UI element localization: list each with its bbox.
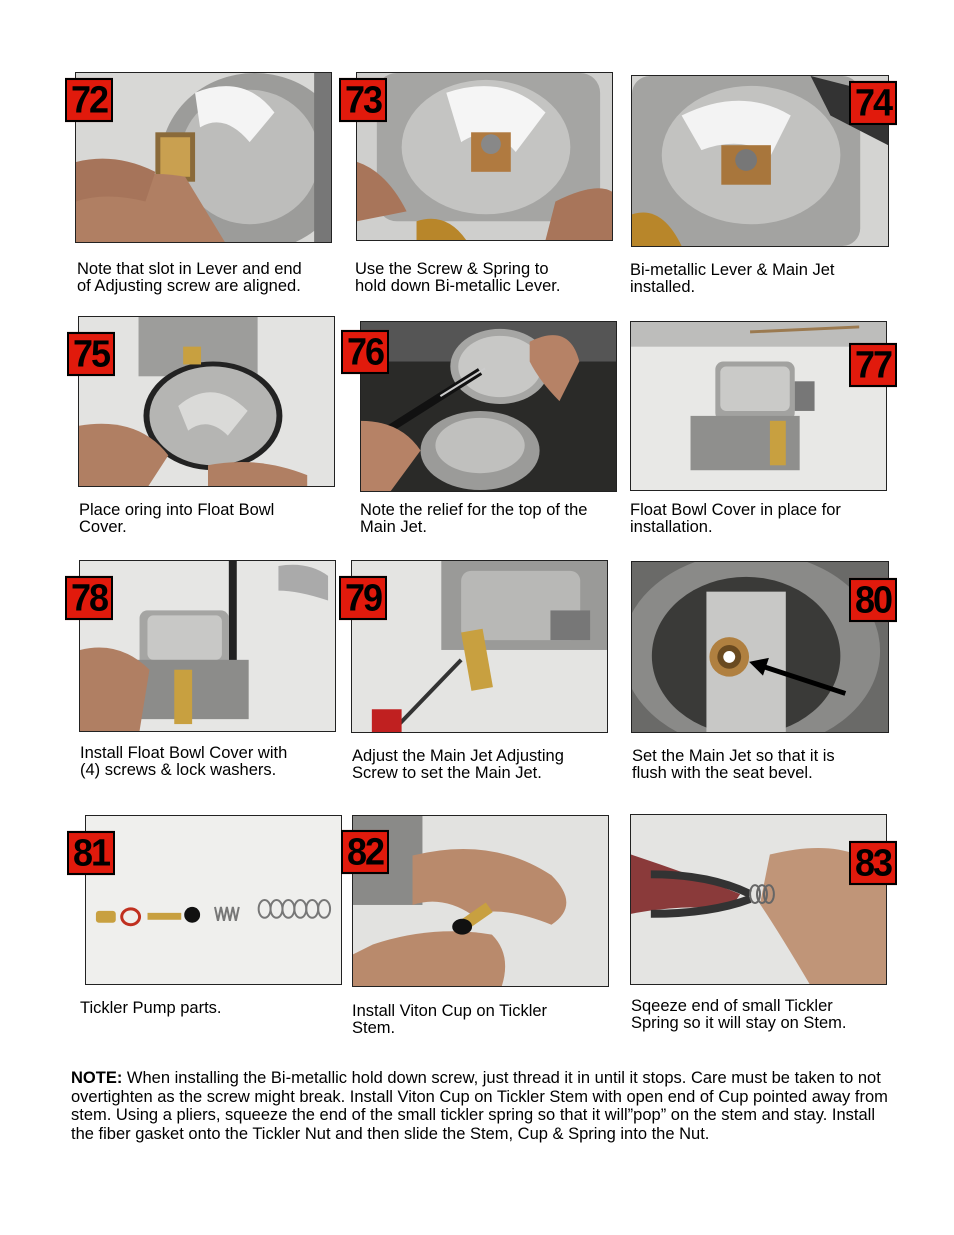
step-72-photo bbox=[75, 72, 332, 243]
step-80-caption: Set the Main Jet so that it is flush with the seat bevel. bbox=[632, 747, 835, 782]
step-78-caption: Install Float Bowl Cover with (4) screws & lock washers. bbox=[80, 744, 288, 779]
step-74-caption: Bi-metallic Lever & Main Jet installed. bbox=[630, 261, 835, 296]
step-75-photo bbox=[78, 316, 335, 487]
step-72-badge: 72 bbox=[65, 78, 113, 122]
step-83-caption: Sqeeze end of small Tickler Spring so it will stay on Stem. bbox=[631, 997, 847, 1032]
note-text: When installing the Bi-metallic hold down screw, just thread it in until it stops. Care must be taken to not overtighten as the screw might break. Install Viton Cup on Tickler Stem with open end of Cup pointed away from stem. Using a pliers, squeeze the end of the small tickler spring so that it will”pop” on the stem and stay. Install the fiber gasket onto the Tickler Nut and then slide the Stem, Cup & Spring into the Nut. bbox=[71, 1069, 888, 1143]
step-72-caption: Note that slot in Lever and end of Adjusting screw are aligned. bbox=[77, 260, 302, 295]
step-73-caption: Use the Screw & Spring to hold down Bi-metallic Lever. bbox=[355, 260, 561, 295]
step-76-caption: Note the relief for the top of the Main Jet. bbox=[360, 501, 588, 536]
step-75-badge: 75 bbox=[67, 332, 115, 376]
installation-note bbox=[71, 1069, 891, 1143]
note-label: NOTE: bbox=[71, 1069, 123, 1087]
step-81-caption: Tickler Pump parts. bbox=[80, 999, 222, 1017]
step-82-caption: Install Viton Cup on Tickler Stem. bbox=[352, 1002, 548, 1037]
step-75-caption: Place oring into Float Bowl Cover. bbox=[79, 501, 275, 536]
step-73-badge: 73 bbox=[339, 78, 387, 122]
step-77-badge: 77 bbox=[849, 343, 897, 387]
step-73-photo bbox=[356, 72, 613, 241]
step-74-badge: 74 bbox=[849, 81, 897, 125]
step-79-caption: Adjust the Main Jet Adjusting Screw to set the Main Jet. bbox=[352, 747, 564, 782]
step-78-badge: 78 bbox=[65, 576, 113, 620]
step-78-photo bbox=[79, 560, 336, 732]
step-83-photo bbox=[630, 814, 887, 985]
step-82-badge: 82 bbox=[341, 830, 389, 874]
step-79-badge: 79 bbox=[339, 576, 387, 620]
step-81-badge: 81 bbox=[67, 831, 115, 875]
step-80-badge: 80 bbox=[849, 578, 897, 622]
step-82-photo bbox=[352, 815, 609, 987]
step-76-photo bbox=[360, 321, 617, 492]
step-81-photo bbox=[85, 815, 342, 985]
step-83-badge: 83 bbox=[849, 841, 897, 885]
step-79-photo bbox=[351, 560, 608, 733]
step-76-badge: 76 bbox=[341, 330, 389, 374]
step-77-caption: Float Bowl Cover in place for installation. bbox=[630, 501, 841, 536]
